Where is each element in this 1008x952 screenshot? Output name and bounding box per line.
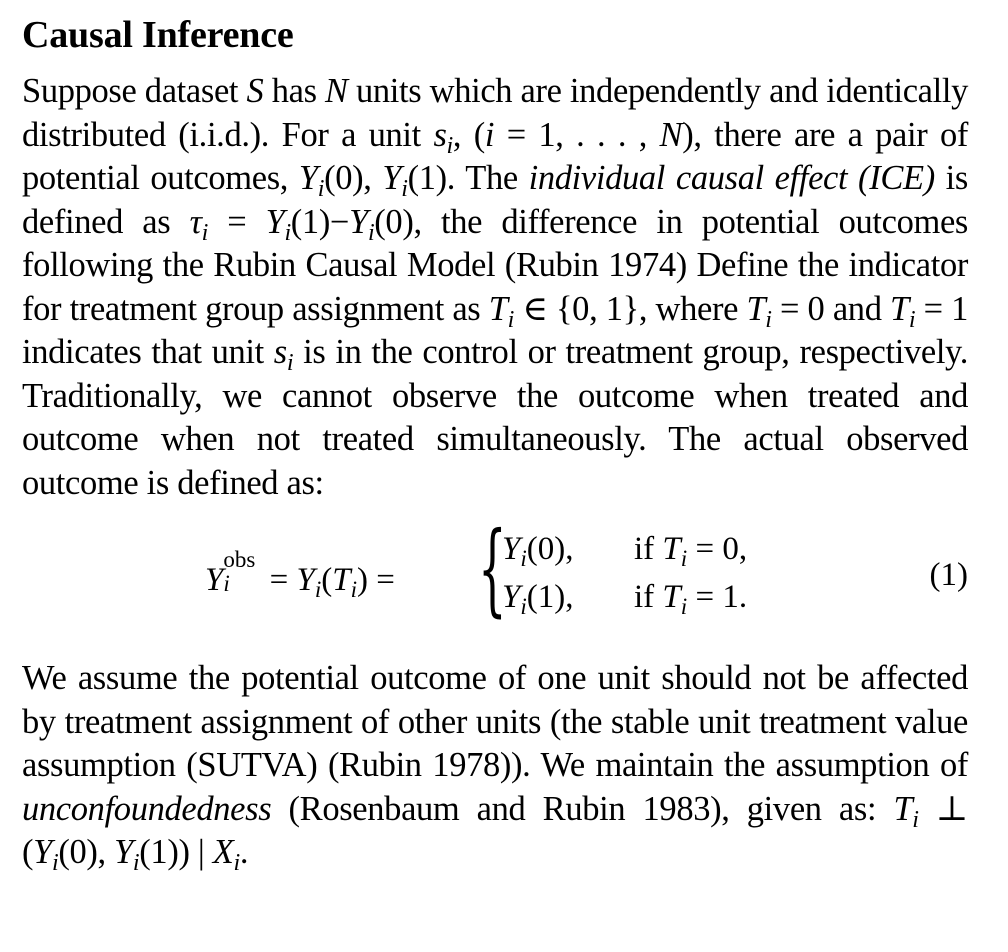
p1-math-s: s (433, 115, 447, 154)
equation-case-2 (502, 579, 574, 619)
p1-math-sub: i (286, 349, 294, 377)
equation-condition-1 (634, 531, 748, 571)
p1-math-sub: i (446, 131, 453, 159)
p2-text-2: (Rosenbaum and Rubin 1983), given as: (271, 789, 894, 828)
p1-math-Y1: Y (382, 159, 402, 197)
p1-text-3: units which are independently and identically distributed (i.i.d.). For a unit (22, 72, 968, 154)
p1-math-sub: i (317, 175, 325, 203)
eq-paren-close: ) = (357, 562, 395, 598)
paragraph-2 (22, 657, 968, 875)
p1-text-2: has (263, 72, 325, 110)
p1-text-11: (1)− (290, 202, 350, 241)
p1-math-sub: i (284, 218, 291, 246)
cond1-if: if (634, 531, 663, 567)
eq-subsup (223, 547, 261, 596)
p1-math-Y0b: Y (349, 202, 368, 241)
p1-math-sub: i (507, 305, 514, 333)
section-title: Causal Inference (22, 14, 294, 56)
p1-text-14: = 0 and (771, 289, 890, 328)
p2-unconfoundedness: unconfoundedness (22, 789, 272, 828)
p1-math-s2: s (273, 333, 287, 371)
p2-math-X: X (212, 833, 234, 871)
equation-1 (22, 510, 968, 635)
p2-text-4: (0), (58, 833, 115, 871)
case1-Y: Y (502, 531, 521, 567)
p1-text-9: is defined as (22, 159, 968, 241)
eq-sub-i: i (223, 571, 230, 596)
paragraph-1 (22, 70, 968, 505)
p2-math-Y1: Y (114, 833, 133, 871)
p2-math-Y0: Y (33, 833, 52, 871)
cond2-val: = 1. (687, 579, 748, 615)
cond1-T: T (662, 531, 681, 567)
eq-Y2: Y (296, 562, 315, 598)
eq-sub-i2: i (314, 575, 322, 602)
p2-math-sub: i (51, 849, 59, 877)
eq-sub-i3: i (350, 575, 358, 602)
p1-math-sub: i (201, 218, 208, 246)
equation-condition-2 (634, 579, 748, 619)
p2-text-6: . (239, 833, 249, 871)
p1-math-sub: i (765, 305, 772, 333)
equation-lhs (205, 547, 395, 602)
p1-text-6: ), there are a pair of potential outcomes, (22, 115, 969, 197)
p1-text-12: (0), the difference in potential outcomes following the Rubin Causal Model (Rubin 1974) Define the indicator for treatment group assignment as (22, 202, 968, 328)
p1-text-1: Suppose dataset (22, 72, 247, 110)
p1-text-8: (1). The (407, 159, 529, 197)
cond1-sub: i (680, 544, 688, 571)
eq-sup-obs: obs (223, 547, 256, 572)
p1-math-i: i (484, 115, 495, 154)
page (22, 10, 968, 875)
eq-equals: = (261, 562, 297, 598)
p1-math-Y1b: Y (265, 202, 285, 241)
case2-sub: i (520, 592, 527, 619)
p2-text-5: (1)) | (139, 833, 213, 871)
p1-math-T3: T (889, 289, 909, 328)
equation-number: (1) (929, 557, 968, 593)
cond2-if: if (634, 579, 663, 615)
p1-text-16: is in the control or treatment group, respectively. Traditionally, we cannot observe the outcome when treated and outcome when not treated simultaneously. The actual observed outcome is defined as: (22, 333, 968, 502)
p1-text-13: ∈ {0, 1}, where (513, 289, 747, 328)
case1-sub: i (520, 544, 527, 571)
case1-val: (0), (526, 531, 574, 567)
p1-math-T2: T (746, 289, 766, 328)
p1-text-15: = 1 indicates that unit (22, 289, 968, 371)
eq-paren-open: ( (321, 562, 333, 598)
case2-Y: Y (502, 579, 521, 615)
cond1-val: = 0, (687, 531, 748, 567)
p1-math-N2: N (659, 115, 683, 154)
p2-math-sub: i (912, 805, 919, 833)
p1-math-N: N (324, 72, 348, 110)
eq-T: T (332, 562, 351, 598)
p1-text-5: = 1, . . . , (494, 115, 660, 154)
p2-math-sub: i (233, 849, 240, 877)
p1-math-sub: i (401, 175, 408, 203)
p1-math-tau: τ (189, 202, 202, 241)
p2-text-3: ⊥ ( (22, 789, 968, 871)
p2-math-sub: i (132, 849, 140, 877)
p1-text-4: , ( (452, 115, 485, 154)
p1-math-sub: i (367, 218, 375, 246)
equation-brace: { (478, 510, 507, 627)
case2-val: (1), (526, 579, 574, 615)
p1-math-sub: i (908, 305, 916, 333)
p1-math-S: S (246, 72, 264, 110)
p2-math-T: T (893, 789, 913, 828)
p1-text-10: = (207, 202, 266, 241)
p1-text-7: (0), (324, 159, 383, 197)
p1-math-Y0: Y (298, 159, 318, 197)
eq-Y: Y (205, 562, 224, 598)
cond2-T: T (662, 579, 681, 615)
equation-case-1 (502, 531, 574, 571)
p1-math-T: T (488, 289, 508, 328)
p1-ice-term: individual causal effect (ICE) (528, 159, 935, 197)
p2-text-1: We assume the potential outcome of one unit should not be affected by treatment assignment of other units (the stable unit treatment value assumption (SUTVA) (Rubin 1978)). We maintain the assumption of (22, 659, 968, 784)
cond2-sub: i (680, 592, 688, 619)
